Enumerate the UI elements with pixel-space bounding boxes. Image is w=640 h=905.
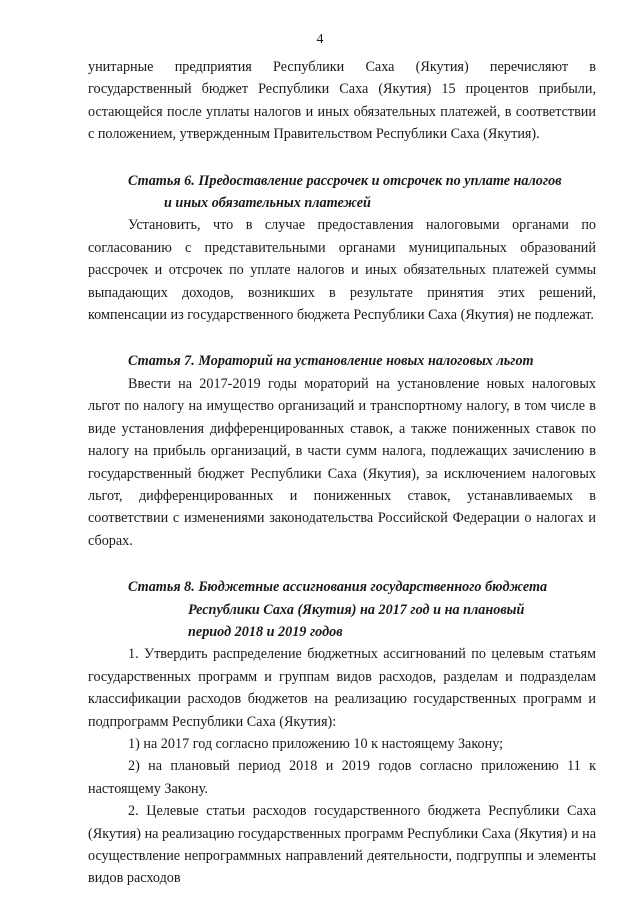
document-body	[88, 56, 596, 890]
intro-paragraph: унитарные предприятия Республики Саха (Якутия) перечисляют в государственный бюджет Республики Саха (Якутия) 15 процентов прибыли, остающейся после уплаты налогов и иных обязательных платежей, в соответствии с положением, утвержденным Правительством Республики Саха (Якутия).	[88, 59, 596, 143]
article-8-item-1: 1) на 2017 год согласно приложению 10 к настоящему Закону;	[128, 735, 504, 752]
article-6-paragraph: Установить, что в случае предоставления налоговыми органами по согласованию с представительными органами муниципальных образований рассрочек и отсрочек по уплате налогов и иных обязательных платежей суммы выпадающих доходов, возникших в результате принятия этих решений, компенсации из государственного бюджета Республики Саха (Якутия) не подлежат.	[88, 217, 596, 324]
article-6-title-line-1: Статья 6. Предоставление рассрочек и отсрочек по уплате налогов	[128, 172, 562, 189]
page-number: 4	[316, 32, 324, 47]
article-8-paragraph-1: 1. Утвердить распределение бюджетных ассигнований по целевым статьям государственных программ и группам видов расходов, разделам и подразделам классификации расходов бюджетов на реализацию государственных программ и подпрограмм Республики Саха (Якутия):	[88, 646, 596, 730]
spacer	[88, 146, 596, 170]
article-8-title-line-2: Республики Саха (Якутия) на 2017 год и на плановый	[188, 601, 525, 618]
article-8-title-line-3: период 2018 и 2019 годов	[188, 623, 343, 640]
article-8-item-2: 2) на плановый период 2018 и 2019 годов согласно приложению 11 к настоящему Закону.	[88, 758, 596, 797]
spacer	[88, 552, 596, 576]
article-7-title: Статья 7. Мораторий на установление новых налоговых льгот	[128, 353, 534, 370]
article-8-title-line-1: Статья 8. Бюджетные ассигнования государственного бюджета	[128, 579, 548, 596]
spacer	[88, 326, 596, 350]
article-6-title-line-2: и иных обязательных платежей	[164, 195, 371, 212]
article-8-paragraph-2: 2. Целевые статьи расходов государственного бюджета Республики Саха (Якутия) на реализацию государственных программ Республики Саха (Якутия) и на осуществление непрограммных направлений деятельности, подгруппы и элементы видов расходов	[88, 803, 596, 887]
article-7-paragraph: Ввести на 2017-2019 годы мораторий на установление новых налоговых льгот по налогу на имущество организаций и транспортному налогу, в том числе в виде установления дифференцированных ставок, а также пониженных ставок по налогу на прибыль организаций, в части сумм налога, подлежащих зачислению в государственный бюджет Республики Саха (Якутия), за исключением налоговых льгот, дифференцированных и пониженных ставок, устанавливаемых в соответствии с изменениями законодательства Российской Федерации о налогах и сборах.	[88, 375, 596, 549]
